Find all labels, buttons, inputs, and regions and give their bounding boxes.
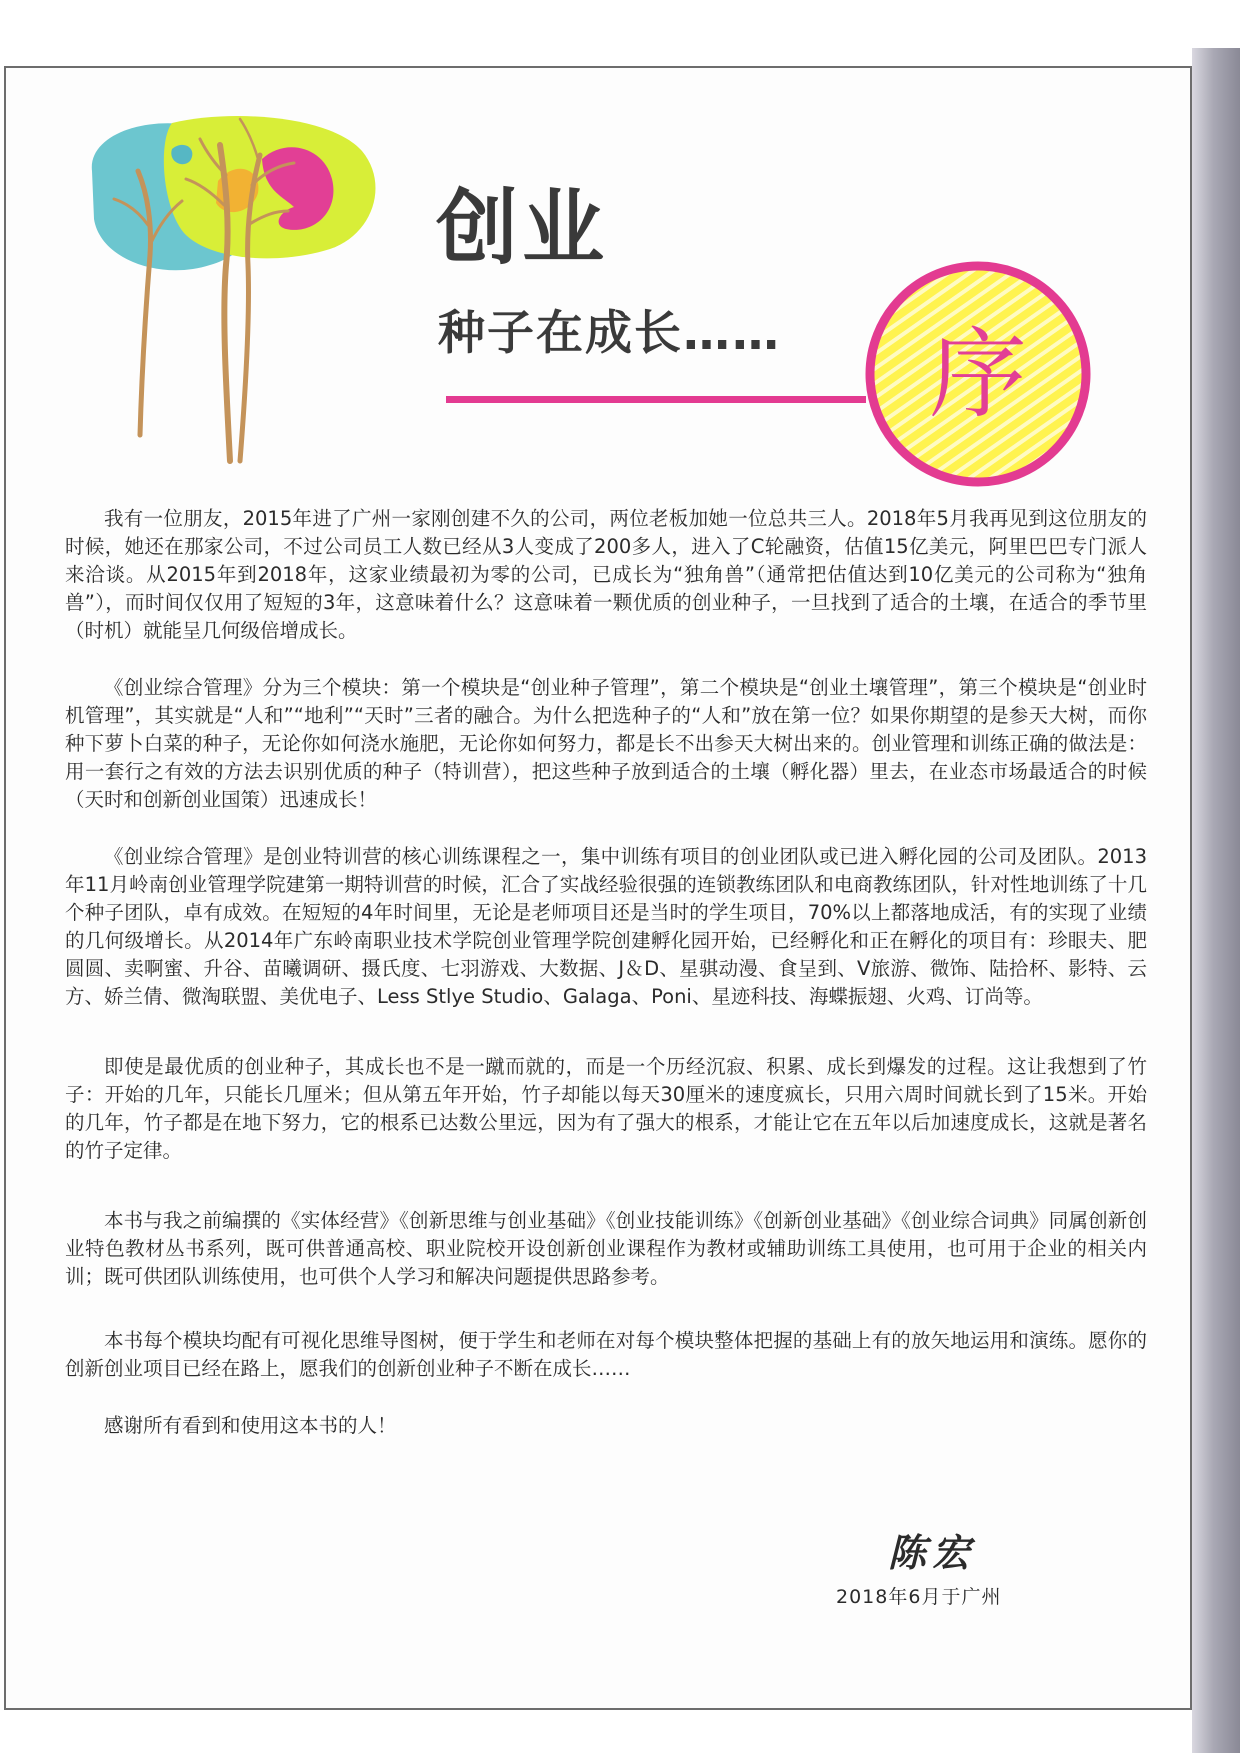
preface-paragraph: 《创业综合管理》分为三个模块：第一个模块是“创业种子管理”，第二个模块是“创业土壤管理”，第三个模块是“创业时机管理”，其实就是“人和”“地利”“天时”三者的融合。为什么把选种子的“人和”放在第一位？如果你期望的是参天大树，而你种下萝卜白菜的种子，无论你如何浇水施肥，无论你如何努力，都是长不出参天大树出来的。创业管理和训练正确的做法是：用一套行之有效的方法去识别优质的种子（特训营），把这些种子放到适合的土壤（孵化器）里去，在业态市场最适合的时候（天时和创新创业国策）迅速成长！ xyxy=(65,676,1147,811)
book-binding-edge xyxy=(1192,48,1240,1753)
preface-paragraph: 本书与我之前编撰的《实体经营》《创新思维与创业基础》《创业技能训练》《创新创业基础》《创业综合词典》同属创新创业特色教材丛书系列，既可供普通高校、职业院校开设创新创业课程作为教材或辅助训练工具使用，也可用于企业的相关内训；既可供团队训练使用，也可供个人学习和解决问题提供思路参考。 xyxy=(65,1209,1147,1288)
preface-paragraph: 《创业综合管理》是创业特训营的核心训练课程之一，集中训练有项目的创业团队或已进入孵化园的公司及团队。2013年11月岭南创业管理学院建第一期特训营的时候，汇合了实战经验很强的连锁教练团队和电商教练团队，针对性地训练了十几个种子团队，卓有成效。在短短的4年时间里，无论是老师项目还是当时的学生项目，70%以上都落地成活，有的实现了业绩的几何级增长。从2014年广东岭南职业技术学院创业管理学院创建孵化园开始，已经孵化和正在孵化的项目有：珍眼夫、肥圆圆、卖啊蜜、升谷、苗曦调研、摄氏度、七羽游戏、大数据、J＆D、星骐动漫、食呈到、V旅游、微饰、陆拾杯、影特、云方、娇兰倩、微淘联盟、美优电子、Less Stlye Studio、Galaga、Poni、星迹科技、海蝶振翅、火鸡、订尚等。 xyxy=(65,845,1147,1008)
badge-label: 序 xyxy=(928,318,1028,432)
scan-top-margin xyxy=(0,0,1240,50)
page-title: 创业 xyxy=(436,181,609,276)
tree-lime-blob xyxy=(164,116,376,258)
preface-paragraph: 我有一位朋友，2015年进了广州一家刚创建不久的公司，两位老板加她一位总共三人。2018年5月我再见到这位朋友的时候，她还在那家公司，不过公司员工人数已经从3人变成了200多人，进入了C轮融资，估值15亿美元，阿里巴巴专门派人来洽谈。从2015年到2018年，这家业绩最初为零的公司，已成长为“独角兽”（通常把估值达到10亿美元的公司称为“独角兽”），而时间仅仅用了短短的3年，这意味着什么？这意味着一颗优质的创业种子，一旦找到了适合的土壤，在适合的季节里（时机）就能呈几何级倍增成长。 xyxy=(65,507,1147,642)
preface-paragraph: 本书每个模块均配有可视化思维导图树，便于学生和老师在对每个模块整体把握的基础上有的放矢地运用和演练。愿你的创新创业项目已经在路上，愿我们的创新创业种子不断在成长…… xyxy=(65,1329,1147,1380)
preface-closing: 感谢所有看到和使用这本书的人！ xyxy=(104,1414,397,1437)
preface-body xyxy=(65,505,1147,1469)
preface-badge xyxy=(862,258,1094,490)
author-signature: 陈宏 xyxy=(888,1530,977,1575)
preface-paragraph: 即使是最优质的创业种子，其成长也不是一蹴而就的，而是一个历经沉寂、积累、成长到爆发的过程。这让我想到了竹子：开始的几年，只能长几厘米；但从第五年开始，竹子却能以每天30厘米的速度疯长，只用六周时间就长到了15米。开始的几年，竹子都是在地下努力，它的根系已达数公里远，因为有了强大的根系，才能让它在五年以后加速度成长，这就是著名的竹子定律。 xyxy=(65,1055,1147,1162)
tree-illustration xyxy=(80,115,410,485)
signature-date: 2018年6月于广州 xyxy=(836,1586,1002,1608)
title-underline xyxy=(446,396,866,403)
page-subtitle: 种子在成长…… xyxy=(438,306,781,361)
